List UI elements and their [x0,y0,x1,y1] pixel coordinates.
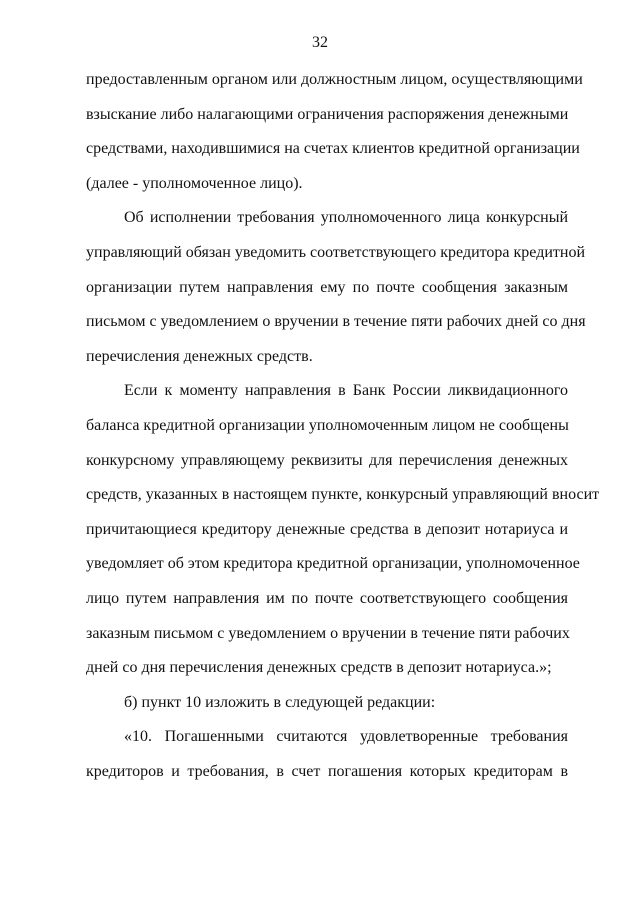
text-line: уведомляет об этом кредитора кредитной организации, уполномоченное [86,555,580,573]
text-line: средств, указанных в настоящем пункте, конкурсный управляющий вносит [86,486,600,504]
page-number: 32 [312,34,328,51]
text-line: Об исполнении требования уполномоченного лица конкурсный [124,209,568,227]
text-line: лицо путем направления им по почте соответствующего сообщения [86,589,568,607]
text-line: управляющий обязан уведомить соответствующего кредитора кредитной [86,243,586,261]
paragraph [86,691,568,726]
paragraph [86,725,568,794]
paragraph [86,379,600,690]
document-body [86,68,600,794]
text-line: заказным письмом с уведомлением о вручении в течение пяти рабочих [86,624,570,642]
text-line: предоставленным органом или должностным лицом, осуществляющими [86,71,583,88]
text-line: причитающиеся кредитору денежные средства в депозит нотариуса и [86,520,568,538]
text-line: (далее - уполномоченное лицо). [86,174,303,192]
text-line: средствами, находившимися на счетах клиентов кредитной организации [86,140,580,158]
text-line: дней со дня перечисления денежных средств в депозит нотариуса.»; [86,659,552,677]
text-line: кредиторов и требования, в счет погашения которых кредиторам в [86,762,568,780]
text-line: конкурсному управляющему реквизиты для перечисления денежных [86,451,568,469]
text-line: письмом с уведомлением о вручении в течение пяти рабочих дней со дня [86,313,586,331]
text-line: баланса кредитной организации уполномоченным лицом не сообщены [86,416,569,434]
text-line: взыскание либо налагающими ограничения распоряжения денежными [86,105,569,123]
text-line: перечисления денежных средств. [86,347,313,365]
text-line: «10. Погашенными считаются удовлетворенные требования [124,728,568,746]
paragraph [86,68,583,206]
text-line: организации путем направления ему по почте сообщения заказным [86,278,568,296]
paragraph [86,206,586,379]
text-line: Если к моменту направления в Банк России ликвидационного [124,382,568,400]
text-line: б) пункт 10 изложить в следующей редакции: [124,693,436,711]
